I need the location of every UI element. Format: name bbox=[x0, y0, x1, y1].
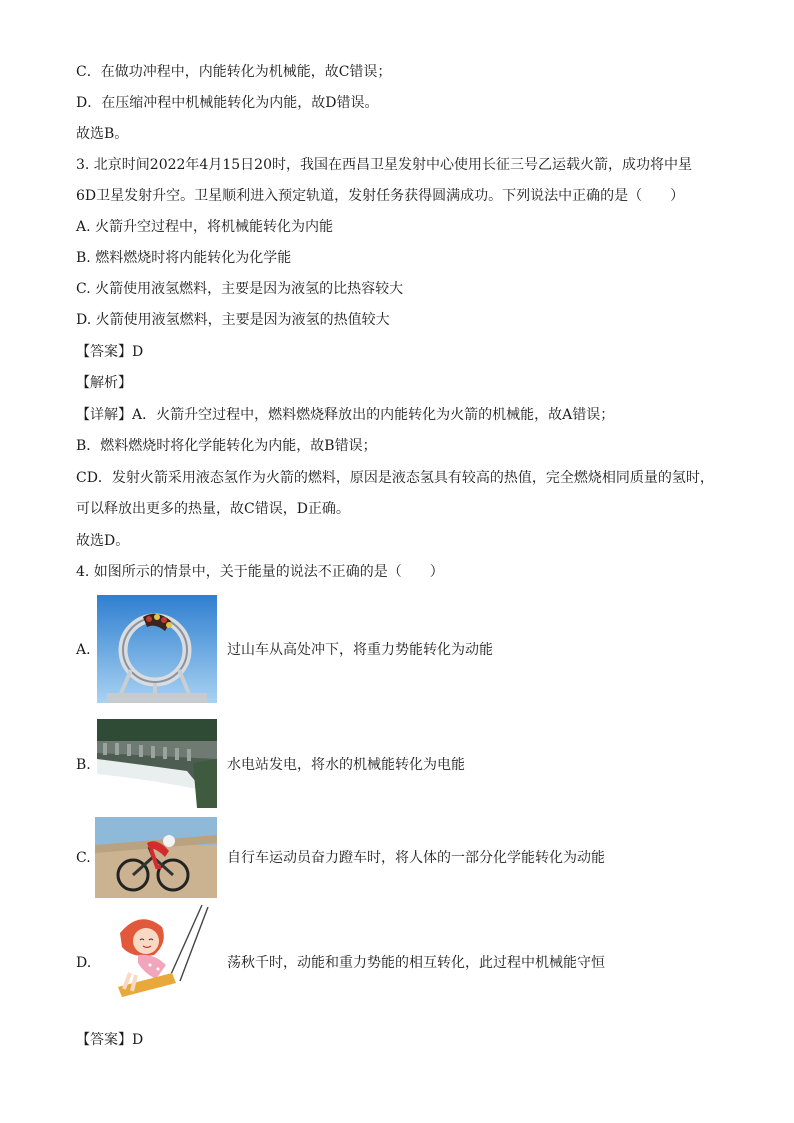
question-3-option-d: D. 火箭使用液氢燃料，主要是因为液氢的热值较大 bbox=[76, 312, 390, 328]
question-4-stem: 4. 如图所示的情景中，关于能量的说法不正确的是（ ） bbox=[76, 564, 444, 580]
detail-line: 【详解】A．火箭升空过程中，燃料燃烧释放出的内能转化为火箭的机械能，故A错误； bbox=[76, 407, 615, 423]
detail-line: CD．发射火箭采用液态氢作为火箭的燃料，原因是液态氢具有较高的热值，完全燃烧相同质量的氢时， bbox=[76, 470, 714, 486]
answer-label: 【答案】D bbox=[76, 344, 144, 360]
answer-label: 【答案】D bbox=[76, 1032, 144, 1048]
detail-line: B．燃料燃烧时将化学能转化为内能，故B错误； bbox=[76, 438, 377, 454]
q4-option-a-label: A. bbox=[76, 642, 91, 658]
girl-on-swing-image bbox=[110, 903, 210, 1005]
question-3-option-c: C. 火箭使用液氢燃料，主要是因为液氢的比热容较大 bbox=[76, 281, 404, 297]
q4-option-c-text: 自行车运动员奋力蹬车时，将人体的一部分化学能转化为动能 bbox=[227, 850, 605, 866]
roller-coaster-image bbox=[97, 595, 217, 703]
analysis-label: 【解析】 bbox=[76, 375, 132, 391]
text-line: D．在压缩冲程中机械能转化为内能，故D错误。 bbox=[76, 95, 379, 111]
question-3-option-a: A. 火箭升空过程中，将机械能转化为内能 bbox=[76, 219, 334, 235]
question-3-stem: 3. 北京时间2022年4月15日20时，我国在西昌卫星发射中心使用长征三号乙运载火箭，成功将中星 bbox=[76, 157, 692, 173]
question-3-option-b: B. 燃料燃烧时将内能转化为化学能 bbox=[76, 250, 292, 266]
q4-option-d-label: D. bbox=[76, 955, 92, 971]
text-line: 故选B。 bbox=[76, 126, 129, 142]
hydro-dam-image bbox=[97, 719, 217, 808]
q4-option-c-label: C. bbox=[76, 850, 91, 866]
conclusion-line: 故选D。 bbox=[76, 533, 130, 549]
track-cyclist-image bbox=[95, 817, 217, 898]
q4-option-a-text: 过山车从高处冲下，将重力势能转化为动能 bbox=[227, 642, 493, 658]
question-3-stem-cont: 6D卫星发射升空。卫星顺利进入预定轨道，发射任务获得圆满成功。下列说法中正确的是（ ） bbox=[76, 188, 685, 204]
q4-option-d-text: 荡秋千时，动能和重力势能的相互转化，此过程中机械能守恒 bbox=[227, 955, 605, 971]
q4-option-b-label: B. bbox=[76, 757, 91, 773]
text-line: C．在做功冲程中，内能转化为机械能，故C错误； bbox=[76, 64, 392, 80]
q4-option-b-text: 水电站发电，将水的机械能转化为电能 bbox=[227, 757, 465, 773]
detail-line: 可以释放出更多的热量，故C错误，D正确。 bbox=[76, 501, 350, 517]
